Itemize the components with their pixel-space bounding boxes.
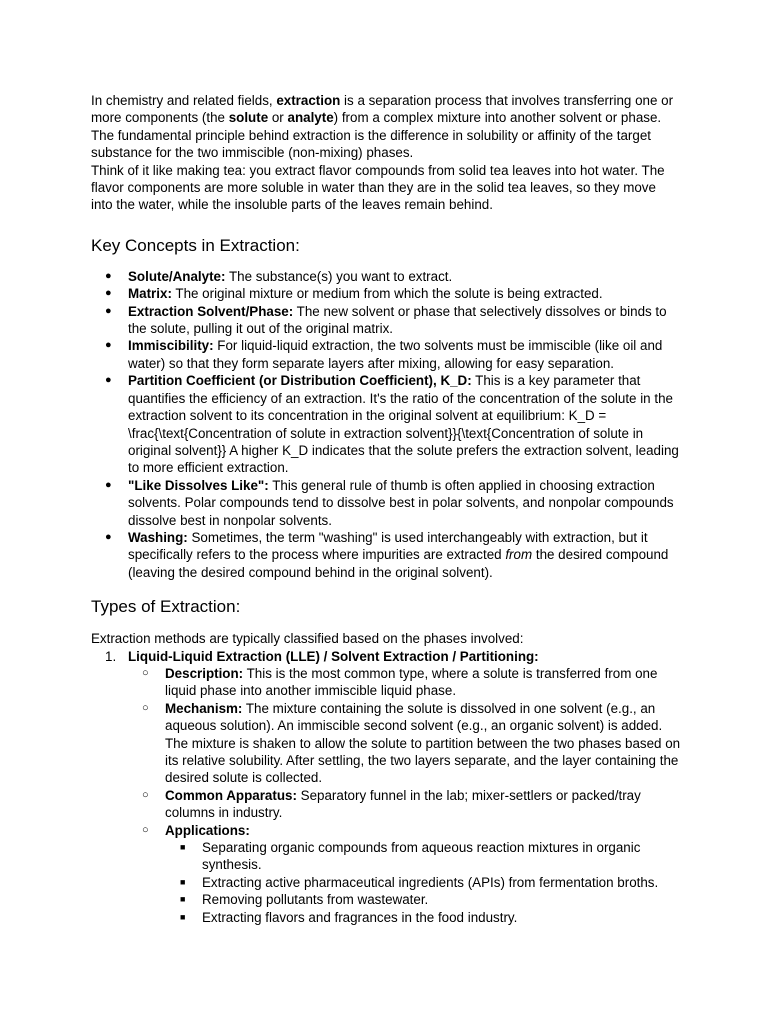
square-bullet-icon: ■	[180, 842, 186, 853]
list-item: ● "Like Dissolves Like": This general rule of thumb is often applied in choosing extraction solvents. Polar compounds tend to dissolve best in polar solvents, and nonpolar compounds dissolve best in nonpolar solvents.	[105, 477, 674, 528]
list-item: ■ Extracting active pharmaceutical ingredients (APIs) from fermentation broths.	[180, 874, 659, 890]
list-item: ○ Mechanism: The mixture containing the solute is dissolved in one solvent (e.g., an aqueous solution). An immiscible second solvent (e.g., an organic solvent) is added. The mixture is shaken to allow the solute to partition between the two phases based on its relative solubility. After settling, the two layers separate, and the layer containing the desired solute is collected.	[142, 700, 681, 786]
tea-analogy-paragraph: Think of it like making tea: you extract flavor compounds from solid tea leaves into hot water. The flavor components are more soluble in water than they are in the solid tea leaves, so they move into the water, while the insoluble parts of the leaves remain behind.	[91, 162, 665, 213]
document-page	[91, 92, 681, 926]
list-item: ● Washing: Sometimes, the term "washing" is used interchangeably with extraction, but it specifically refers to the process where impurities are extracted from the desired compound (leaving the desired compound behind in the original solvent).	[105, 529, 669, 580]
list-item: ● Immiscibility: For liquid-liquid extraction, the two solvents must be immiscible (like oil and water) so that they form separate layers after mixing, allowing for easy separation.	[105, 338, 663, 371]
list-item: ■ Removing pollutants from wastewater.	[180, 892, 429, 908]
bullet-icon: ●	[105, 304, 112, 317]
bullet-icon: ●	[105, 339, 112, 352]
types-list	[91, 648, 681, 927]
intro-paragraph: In chemistry and related fields, extraction is a separation process that involves transferring one or more components (the solute or analyte) from a complex mixture into another solvent or phase. The fundamental principle behind extraction is the difference in solubility or affinity of the target substance for the two immiscible (non-mixing) phases.	[91, 93, 674, 161]
list-item: ● Matrix: The original mixture or medium from which the solute is being extracted.	[105, 286, 603, 302]
square-bullet-icon: ■	[180, 894, 186, 905]
types-heading: Types of Extraction:	[91, 597, 241, 617]
bullet-icon: ●	[105, 478, 112, 491]
circle-bullet-icon: ○	[142, 788, 149, 801]
circle-bullet-icon: ○	[142, 701, 149, 714]
lle-sublist	[128, 665, 681, 926]
list-item: ○ Description: This is the most common type, where a solute is transferred from one liquid phase into another immiscible liquid phase.	[142, 665, 658, 699]
list-item: ○ Applications: ■ Separating organic compounds from aqueous reaction mixtures in organic synthesis. ■ Extracting active pharmaceutical ingredients (APIs) from fermentation broths. ■ Removing pollutants from wastewater. ■ Extracting flavors and fragrances in the food industry.	[128, 822, 681, 926]
bullet-icon: ●	[105, 269, 112, 282]
circle-bullet-icon: ○	[142, 666, 149, 679]
applications-list	[165, 839, 681, 926]
list-number: 1.	[105, 648, 117, 664]
key-concepts-heading: Key Concepts in Extraction:	[91, 235, 300, 255]
key-concepts-list	[91, 268, 681, 581]
circle-bullet-icon: ○	[142, 823, 149, 836]
list-item: ■ Separating organic compounds from aqueous reaction mixtures in organic synthesis.	[180, 840, 641, 873]
bullet-icon: ●	[105, 374, 112, 387]
list-item: ■ Extracting flavors and fragrances in the food industry.	[180, 909, 518, 925]
bullet-icon: ●	[105, 287, 112, 300]
square-bullet-icon: ■	[180, 876, 186, 887]
bullet-icon: ●	[105, 530, 112, 543]
lle-title: Liquid-Liquid Extraction (LLE) / Solvent Extraction / Partitioning:	[128, 648, 539, 664]
list-item: ○ Common Apparatus: Separatory funnel in the lab; mixer-settlers or packed/tray columns in industry.	[142, 787, 641, 821]
list-item-lle	[91, 648, 681, 927]
square-bullet-icon: ■	[180, 911, 186, 922]
list-item: ● Partition Coefficient (or Distribution Coefficient), K_D: This is a key parameter that quantifies the efficiency of an extraction. It's the ratio of the concentration of the solute in the extraction solvent to its concentration in the original solvent at equilibrium: K_D = \frac{\text{Concentration of solute in extraction solvent}}{\text{Concentration of solute in original solvent}} A higher K_D indicates that the solute prefers the extraction solvent, leading to more efficient extraction.	[105, 373, 679, 476]
list-item: ● Extraction Solvent/Phase: The new solvent or phase that selectively dissolves or binds to the solute, pulling it out of the original matrix.	[105, 303, 667, 337]
types-intro: Extraction methods are typically classified based on the phases involved:	[91, 631, 524, 647]
list-item: ● Solute/Analyte: The substance(s) you want to extract.	[105, 268, 453, 284]
